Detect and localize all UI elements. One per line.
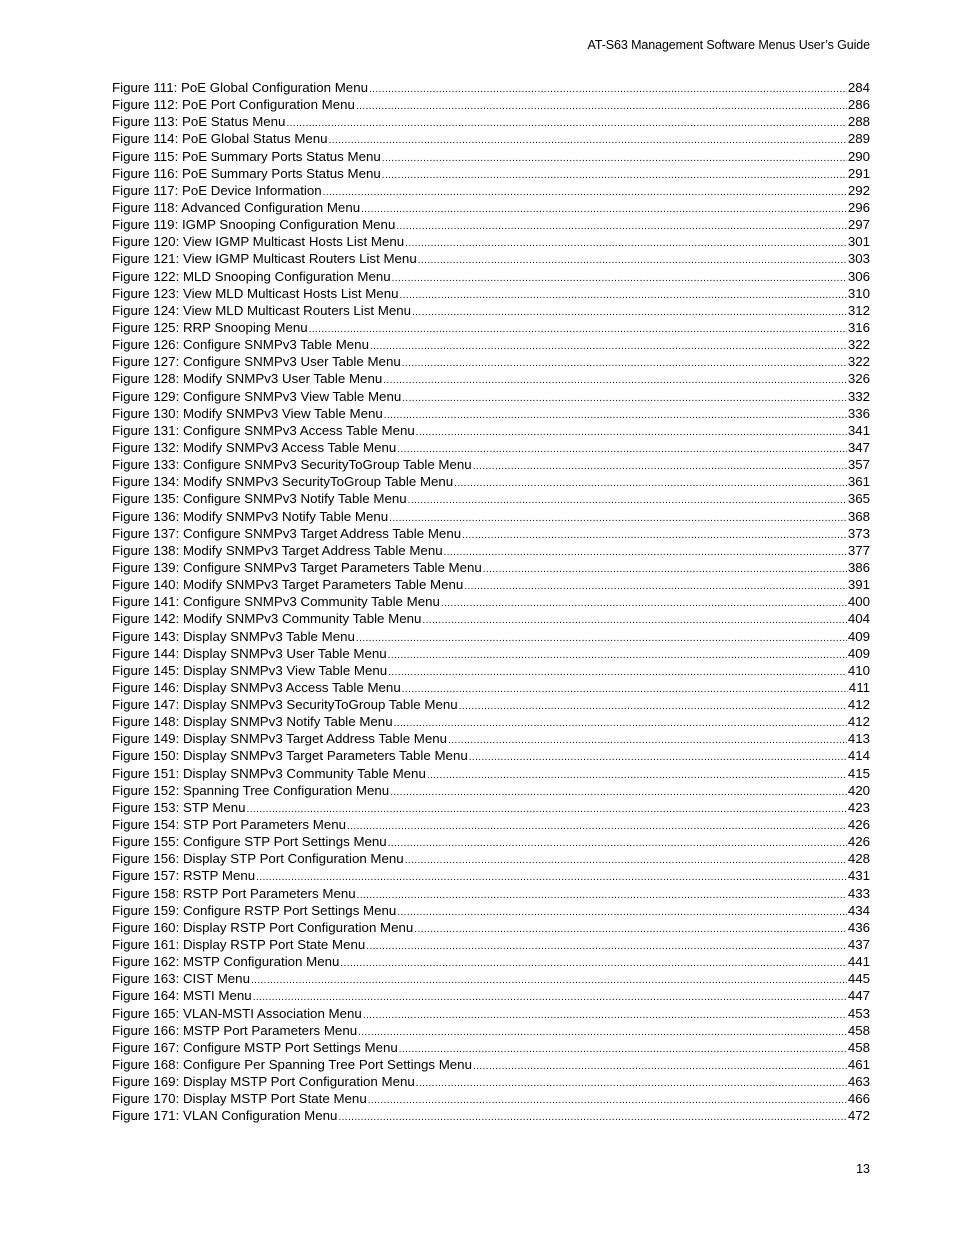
toc-entry[interactable] (112, 850, 870, 867)
toc-entry[interactable] (112, 1090, 870, 1107)
toc-entry[interactable] (112, 233, 870, 250)
toc-entry[interactable] (112, 216, 870, 233)
toc-entry[interactable] (112, 508, 870, 525)
toc-dot-leader (356, 630, 847, 645)
toc-dot-leader (357, 887, 847, 902)
toc-entry-page: 409 (847, 645, 870, 661)
toc-entry-page: 426 (847, 817, 870, 833)
toc-entry-page: 415 (847, 765, 870, 781)
toc-dot-leader (397, 441, 847, 456)
toc-dot-leader (414, 921, 847, 936)
toc-entry[interactable] (112, 165, 870, 182)
toc-entry-title: Figure 132: Modify SNMPv3 Access Table Menu (112, 439, 397, 455)
toc-dot-leader (370, 338, 847, 353)
toc-entry[interactable] (112, 148, 870, 165)
toc-entry[interactable] (112, 113, 870, 130)
toc-entry-page: 297 (847, 217, 870, 233)
toc-entry-page: 357 (847, 457, 870, 473)
toc-entry-title: Figure 168: Configure Per Spanning Tree Port Settings Menu (112, 1057, 472, 1073)
toc-entry-title: Figure 158: RSTP Port Parameters Menu (112, 885, 356, 901)
toc-entry-title: Figure 134: Modify SNMPv3 SecurityToGroup Table Menu (112, 474, 454, 490)
toc-entry[interactable] (112, 388, 870, 405)
toc-entry-page: 458 (847, 1039, 870, 1055)
toc-entry-title: Figure 114: PoE Global Status Menu (112, 131, 328, 147)
toc-entry[interactable] (112, 765, 870, 782)
toc-dot-leader (329, 132, 847, 147)
toc-entry-title: Figure 162: MSTP Configuration Menu (112, 954, 340, 970)
toc-dot-leader (363, 1007, 847, 1022)
toc-entry-page: 286 (847, 97, 870, 113)
toc-dot-leader (422, 612, 846, 627)
toc-entry-page: 441 (847, 954, 870, 970)
toc-dot-leader (473, 1058, 847, 1073)
toc-entry[interactable] (112, 525, 870, 542)
toc-dot-leader (256, 869, 847, 884)
toc-entry[interactable] (112, 576, 870, 593)
toc-entry-page: 365 (847, 491, 870, 507)
toc-dot-leader (412, 304, 847, 319)
toc-entry-title: Figure 117: PoE Device Information (112, 182, 322, 198)
toc-dot-leader (400, 287, 847, 302)
toc-dot-leader (368, 1092, 847, 1107)
toc-entry[interactable] (112, 336, 870, 353)
toc-entry-page: 412 (847, 697, 870, 713)
toc-entry-page: 434 (847, 902, 870, 918)
toc-entry-page: 412 (847, 714, 870, 730)
toc-dot-leader (338, 1109, 846, 1124)
toc-entry-page: 303 (847, 251, 870, 267)
toc-entry[interactable] (112, 268, 870, 285)
toc-entry-title: Figure 151: Display SNMPv3 Community Table Menu (112, 765, 426, 781)
toc-entry-page: 326 (847, 371, 870, 387)
toc-entry-page: 306 (847, 268, 870, 284)
toc-entry-title: Figure 136: Modify SNMPv3 Notify Table Menu (112, 508, 389, 524)
toc-entry[interactable] (112, 370, 870, 387)
toc-entry[interactable] (112, 747, 870, 764)
toc-entry[interactable] (112, 542, 870, 559)
toc-dot-leader (394, 715, 847, 730)
toc-entry-page: 322 (847, 354, 870, 370)
toc-entry[interactable] (112, 96, 870, 113)
toc-entry-page: 347 (847, 439, 870, 455)
toc-entry-title: Figure 161: Display RSTP Port State Menu (112, 937, 366, 953)
toc-entry-title: Figure 138: Modify SNMPv3 Target Address Table Menu (112, 542, 443, 558)
toc-dot-leader (448, 732, 847, 747)
toc-entry[interactable] (112, 405, 870, 422)
toc-dot-leader (473, 458, 847, 473)
toc-dot-leader (366, 938, 847, 953)
toc-dot-leader (427, 767, 847, 782)
toc-dot-leader (383, 372, 847, 387)
toc-dot-leader (286, 115, 846, 130)
toc-entry[interactable] (112, 353, 870, 370)
toc-entry[interactable] (112, 730, 870, 747)
toc-entry-title: Figure 169: Display MSTP Port Configuration Menu (112, 1074, 415, 1090)
toc-entry-title: Figure 122: MLD Snooping Configuration Menu (112, 268, 391, 284)
toc-dot-leader (247, 801, 847, 816)
toc-dot-leader (462, 527, 847, 542)
toc-entry[interactable] (112, 1022, 870, 1039)
toc-entry-page: 410 (847, 662, 870, 678)
toc-entry-title: Figure 163: CIST Menu (112, 971, 250, 987)
toc-entry[interactable] (112, 799, 870, 816)
toc-entry[interactable] (112, 987, 870, 1004)
toc-entry-page: 409 (847, 628, 870, 644)
toc-entry-title: Figure 126: Configure SNMPv3 Table Menu (112, 337, 369, 353)
toc-entry-page: 404 (847, 611, 870, 627)
toc-entry[interactable] (112, 610, 870, 627)
running-header: AT-S63 Management Software Menus User’s Guide (587, 38, 870, 52)
toc-entry-page: 284 (847, 80, 870, 95)
toc-entry[interactable] (112, 902, 870, 919)
toc-entry-page: 461 (847, 1057, 870, 1073)
toc-entry-title: Figure 120: View IGMP Multicast Hosts List Menu (112, 234, 405, 250)
toc-entry-page: 316 (847, 319, 870, 335)
toc-dot-leader (402, 681, 848, 696)
toc-entry-page: 414 (847, 748, 870, 764)
toc-dot-leader (253, 989, 847, 1004)
toc-entry[interactable] (112, 302, 870, 319)
toc-entry-page: 288 (847, 114, 870, 130)
toc-entry-page: 386 (847, 559, 870, 575)
toc-entry-page: 436 (847, 919, 870, 935)
toc-entry[interactable] (112, 422, 870, 439)
toc-entry-title: Figure 135: Configure SNMPv3 Notify Table Menu (112, 491, 407, 507)
toc-entry[interactable] (112, 1107, 870, 1124)
toc-entry-title: Figure 154: STP Port Parameters Menu (112, 817, 347, 833)
toc-dot-leader (483, 561, 847, 576)
toc-dot-leader (388, 835, 847, 850)
toc-dot-leader (408, 492, 847, 507)
toc-entry-title: Figure 129: Configure SNMPv3 View Table Menu (112, 388, 402, 404)
toc-entry[interactable] (112, 1039, 870, 1056)
toc-entry[interactable] (112, 936, 870, 953)
toc-entry-title: Figure 113: PoE Status Menu (112, 114, 286, 130)
toc-dot-leader (399, 1041, 847, 1056)
toc-dot-leader (454, 475, 847, 490)
toc-entry-title: Figure 150: Display SNMPv3 Target Parameters Table Menu (112, 748, 468, 764)
toc-dot-leader (382, 167, 847, 182)
toc-dot-leader (397, 904, 847, 919)
toc-dot-leader (251, 972, 847, 987)
toc-entry[interactable] (112, 953, 870, 970)
toc-entry-page: 322 (847, 337, 870, 353)
toc-entry[interactable] (112, 473, 870, 490)
page-number: 13 (856, 1162, 870, 1176)
list-of-figures (112, 79, 870, 1125)
toc-entry[interactable] (112, 1056, 870, 1073)
toc-dot-leader (405, 852, 847, 867)
toc-entry-title: Figure 116: PoE Summary Ports Status Menu (112, 165, 381, 181)
toc-entry[interactable] (112, 130, 870, 147)
toc-entry-page: 466 (847, 1091, 870, 1107)
toc-entry[interactable] (112, 250, 870, 267)
toc-entry[interactable] (112, 782, 870, 799)
toc-entry-title: Figure 145: Display SNMPv3 View Table Menu (112, 662, 388, 678)
toc-entry[interactable] (112, 79, 870, 96)
toc-entry-title: Figure 144: Display SNMPv3 User Table Menu (112, 645, 387, 661)
toc-entry[interactable] (112, 593, 870, 610)
toc-entry-title: Figure 165: VLAN-MSTI Association Menu (112, 1005, 362, 1021)
toc-entry-page: 361 (847, 474, 870, 490)
toc-entry[interactable] (112, 919, 870, 936)
toc-dot-leader (405, 235, 847, 250)
toc-entry-page: 400 (847, 594, 870, 610)
toc-entry-page: 472 (847, 1108, 870, 1124)
toc-entry[interactable] (112, 490, 870, 507)
toc-entry[interactable] (112, 816, 870, 833)
toc-entry-title: Figure 170: Display MSTP Port State Menu (112, 1091, 367, 1107)
toc-entry[interactable] (112, 662, 870, 679)
toc-dot-leader (459, 698, 847, 713)
toc-entry-page: 332 (847, 388, 870, 404)
toc-dot-leader (369, 81, 847, 96)
toc-entry-title: Figure 166: MSTP Port Parameters Menu (112, 1022, 358, 1038)
toc-dot-leader (340, 955, 846, 970)
toc-dot-leader (441, 595, 847, 610)
toc-entry-page: 420 (847, 782, 870, 798)
toc-dot-leader (444, 544, 847, 559)
toc-entry-title: Figure 124: View MLD Multicast Routers List Menu (112, 302, 412, 318)
toc-dot-leader (389, 510, 847, 525)
toc-dot-leader (388, 647, 847, 662)
toc-dot-leader (416, 424, 847, 439)
toc-entry-title: Figure 111: PoE Global Configuration Menu (112, 80, 368, 95)
toc-entry-title: Figure 123: View MLD Multicast Hosts List Menu (112, 285, 399, 301)
toc-entry[interactable] (112, 439, 870, 456)
toc-entry-title: Figure 119: IGMP Snooping Configuration Menu (112, 217, 396, 233)
toc-entry-title: Figure 127: Configure SNMPv3 User Table Menu (112, 354, 401, 370)
toc-entry[interactable] (112, 182, 870, 199)
toc-entry-title: Figure 153: STP Menu (112, 799, 246, 815)
toc-dot-leader (309, 321, 847, 336)
toc-dot-leader (356, 98, 847, 113)
toc-entry-title: Figure 115: PoE Summary Ports Status Menu (112, 148, 381, 164)
toc-entry[interactable] (112, 319, 870, 336)
toc-dot-leader (361, 201, 847, 216)
toc-entry-title: Figure 155: Configure STP Port Settings Menu (112, 834, 387, 850)
toc-entry-page: 310 (847, 285, 870, 301)
toc-entry-page: 289 (847, 131, 870, 147)
toc-entry[interactable] (112, 679, 870, 696)
toc-entry-page: 301 (847, 234, 870, 250)
toc-entry[interactable] (112, 885, 870, 902)
toc-entry-title: Figure 146: Display SNMPv3 Access Table Menu (112, 679, 401, 695)
toc-entry-page: 312 (847, 302, 870, 318)
toc-entry-page: 296 (847, 199, 870, 215)
toc-entry[interactable] (112, 696, 870, 713)
toc-entry[interactable] (112, 1005, 870, 1022)
toc-entry[interactable] (112, 285, 870, 302)
toc-dot-leader (416, 1075, 847, 1090)
toc-dot-leader (358, 1024, 847, 1039)
toc-entry-title: Figure 137: Configure SNMPv3 Target Address Table Menu (112, 525, 462, 541)
toc-entry[interactable] (112, 867, 870, 884)
toc-entry[interactable] (112, 456, 870, 473)
toc-entry-page: 391 (847, 577, 870, 593)
toc-dot-leader (469, 749, 847, 764)
toc-entry-page: 433 (847, 885, 870, 901)
toc-dot-leader (464, 578, 847, 593)
toc-entry[interactable] (112, 559, 870, 576)
toc-entry[interactable] (112, 970, 870, 987)
toc-entry-page: 463 (847, 1074, 870, 1090)
toc-entry-page: 368 (847, 508, 870, 524)
toc-entry-page: 291 (847, 165, 870, 181)
toc-entry-page: 377 (847, 542, 870, 558)
toc-dot-leader (418, 252, 847, 267)
toc-dot-leader (382, 150, 847, 165)
toc-entry-title: Figure 164: MSTI Menu (112, 988, 252, 1004)
toc-entry-page: 423 (847, 799, 870, 815)
toc-entry-page: 336 (847, 405, 870, 421)
toc-dot-leader (402, 390, 847, 405)
toc-dot-leader (347, 818, 847, 833)
toc-dot-leader (384, 407, 847, 422)
toc-entry-title: Figure 139: Configure SNMPv3 Target Parameters Table Menu (112, 559, 482, 575)
toc-entry-title: Figure 152: Spanning Tree Configuration Menu (112, 782, 390, 798)
toc-entry-title: Figure 159: Configure RSTP Port Settings Menu (112, 902, 397, 918)
toc-entry-title: Figure 156: Display STP Port Configuration Menu (112, 851, 404, 867)
toc-entry-page: 458 (847, 1022, 870, 1038)
toc-entry-title: Figure 157: RSTP Menu (112, 868, 256, 884)
toc-entry-title: Figure 141: Configure SNMPv3 Community Table Menu (112, 594, 440, 610)
toc-dot-leader (402, 355, 847, 370)
toc-entry-title: Figure 140: Modify SNMPv3 Target Parameters Table Menu (112, 577, 464, 593)
toc-entry-page: 453 (847, 1005, 870, 1021)
toc-entry-title: Figure 149: Display SNMPv3 Target Address Table Menu (112, 731, 448, 747)
toc-entry-page: 431 (847, 868, 870, 884)
toc-entry[interactable] (112, 199, 870, 216)
toc-dot-leader (392, 270, 847, 285)
toc-dot-leader (390, 784, 847, 799)
toc-entry-title: Figure 148: Display SNMPv3 Notify Table Menu (112, 714, 393, 730)
toc-entry-page: 447 (847, 988, 870, 1004)
toc-entry-page: 445 (847, 971, 870, 987)
toc-entry-page: 292 (847, 182, 870, 198)
toc-entry-page: 428 (847, 851, 870, 867)
toc-entry-page: 426 (847, 834, 870, 850)
toc-dot-leader (323, 184, 847, 199)
toc-entry-title: Figure 128: Modify SNMPv3 User Table Menu (112, 371, 383, 387)
toc-entry-title: Figure 125: RRP Snooping Menu (112, 319, 308, 335)
toc-entry[interactable] (112, 713, 870, 730)
toc-entry-page: 290 (847, 148, 870, 164)
toc-dot-leader (388, 664, 847, 679)
toc-entry-page: 411 (848, 679, 870, 695)
toc-entry-page: 341 (847, 422, 870, 438)
toc-entry[interactable] (112, 628, 870, 645)
toc-entry-title: Figure 121: View IGMP Multicast Routers List Menu (112, 251, 417, 267)
toc-entry[interactable] (112, 1073, 870, 1090)
toc-entry-page: 373 (847, 525, 870, 541)
toc-entry-title: Figure 131: Configure SNMPv3 Access Table Menu (112, 422, 415, 438)
toc-entry[interactable] (112, 833, 870, 850)
toc-entry-title: Figure 142: Modify SNMPv3 Community Table Menu (112, 611, 422, 627)
toc-entry-title: Figure 112: PoE Port Configuration Menu (112, 97, 355, 113)
toc-dot-leader (396, 218, 846, 233)
toc-entry-page: 413 (847, 731, 870, 747)
toc-entry-title: Figure 143: Display SNMPv3 Table Menu (112, 628, 355, 644)
toc-entry-title: Figure 133: Configure SNMPv3 SecurityToGroup Table Menu (112, 457, 472, 473)
toc-entry-page: 437 (847, 937, 870, 953)
toc-entry-title: Figure 118: Advanced Configuration Menu (112, 199, 361, 215)
toc-entry[interactable] (112, 645, 870, 662)
toc-entry-title: Figure 130: Modify SNMPv3 View Table Menu (112, 405, 383, 421)
toc-entry-title: Figure 147: Display SNMPv3 SecurityToGroup Table Menu (112, 697, 458, 713)
toc-entry-title: Figure 167: Configure MSTP Port Settings Menu (112, 1039, 398, 1055)
toc-entry-title: Figure 171: VLAN Configuration Menu (112, 1108, 338, 1124)
toc-entry-title: Figure 160: Display RSTP Port Configuration Menu (112, 919, 414, 935)
